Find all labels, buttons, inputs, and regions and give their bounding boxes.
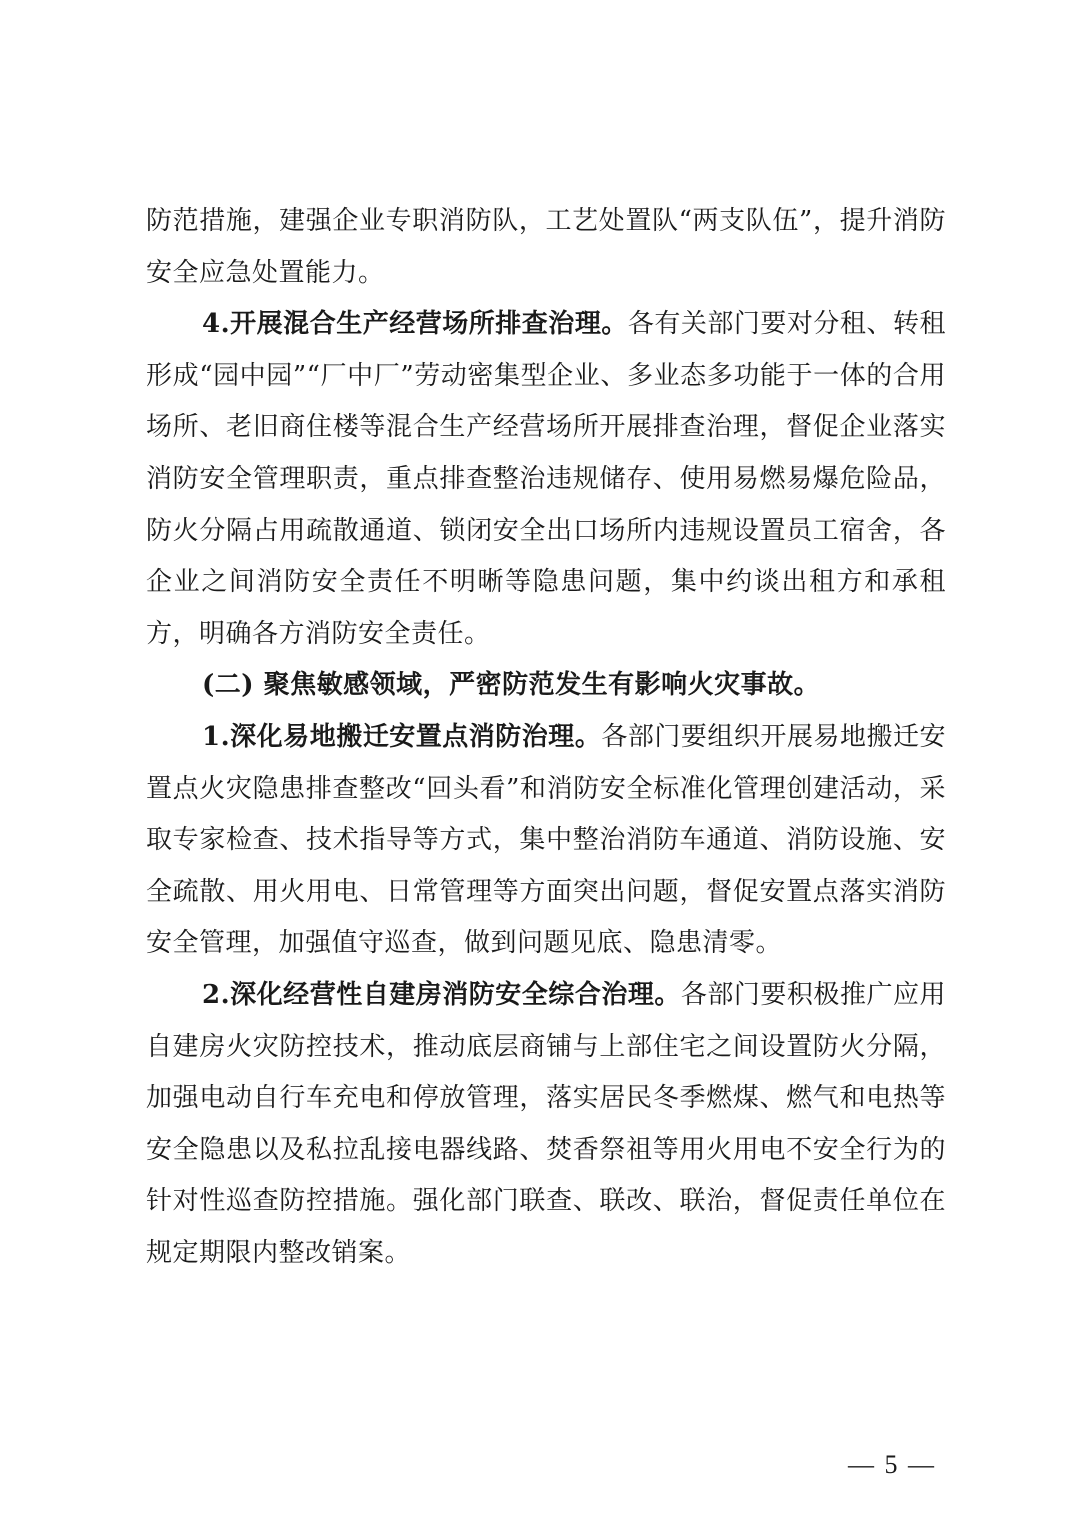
paragraph-text: 各部门要积极推广应用自建房火灾防控技术，推动底层商铺与上部住宅之间设置防火分隔，加强电动自行车充电和停放管理，落实居民冬季燃煤、燃气和电热等安全隐患以及私拉乱接电器线路、焚香祭祖等用火用电不安全行为的针对性巡查防控措施。强化部门联查、联改、联治，督促责任单位在规定期限内整改销案。 bbox=[146, 979, 946, 1268]
page-number: — 5 — bbox=[848, 1450, 936, 1479]
document-body bbox=[146, 196, 946, 1279]
paragraph-mixed-premises bbox=[146, 299, 946, 660]
paragraph-lead: 2.深化经营性自建房消防安全综合治理。 bbox=[202, 979, 681, 1010]
paragraph-relocation-sites bbox=[146, 712, 946, 970]
paragraph-continuation bbox=[146, 196, 946, 299]
paragraph-lead: 1.深化易地搬迁安置点消防治理。 bbox=[202, 721, 602, 752]
section-heading: (二) 聚焦敏感领域，严密防范发生有影响火灾事故。 bbox=[202, 670, 821, 701]
paragraph-text: 各有关部门要对分租、转租形成“园中园”“厂中厂”劳动密集型企业、多业态多功能于一体的合用场所、老旧商住楼等混合生产经营场所开展排查治理，督促企业落实消防安全管理职责，重点排查整治违规储存、使用易燃易爆危险品，防火分隔占用疏散通道、锁闭安全出口场所内违规设置员工宿舍，各企业之间消防安全责任不明晰等隐患问题，集中约谈出租方和承租方，明确各方消防安全责任。 bbox=[146, 309, 946, 649]
paragraph-text: 各部门要组织开展易地搬迁安置点火灾隐患排查整改“回头看”和消防安全标准化管理创建活动，采取专家检查、技术指导等方式，集中整治消防车通道、消防设施、安全疏散、用火用电、日常管理等方面突出问题，督促安置点落实消防安全管理，加强值守巡查，做到问题见底、隐患清零。 bbox=[146, 721, 946, 959]
paragraph-lead: 4.开展混合生产经营场所排查治理。 bbox=[202, 309, 628, 340]
paragraph-text: 防范措施，建强企业专职消防队，工艺处置队“两支队伍”，提升消防安全应急处置能力。 bbox=[146, 206, 946, 288]
paragraph-self-built-houses bbox=[146, 970, 946, 1280]
